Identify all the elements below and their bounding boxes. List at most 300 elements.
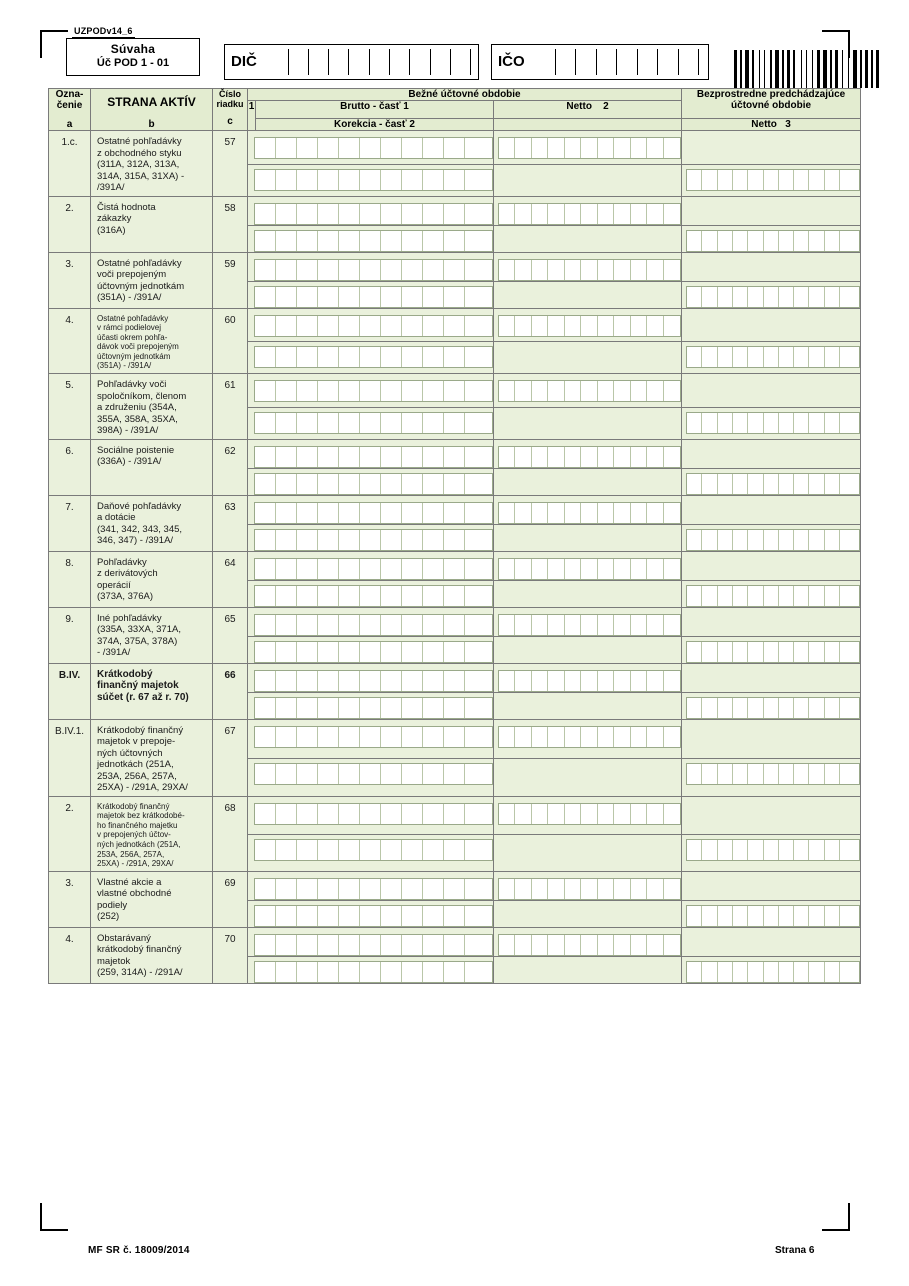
prev-netto-cell-top	[682, 439, 861, 468]
table-row	[49, 196, 861, 225]
amount-input[interactable]	[498, 203, 681, 225]
empty-cell	[494, 468, 682, 495]
korekcia-cell[interactable]	[248, 835, 494, 871]
row-label-line: ho finančného majetku	[97, 820, 178, 830]
row-label-line: - /391A/	[97, 647, 131, 659]
row-label-line: z derivátových	[97, 568, 158, 580]
amount-input[interactable]	[498, 259, 681, 281]
dic-field[interactable]	[224, 44, 479, 80]
row-label-line: spoločníkom, členom	[97, 390, 187, 402]
amount-input[interactable]	[254, 203, 493, 225]
amount-input[interactable]	[686, 839, 860, 861]
korekcia-cell[interactable]	[248, 468, 494, 495]
prev-netto-cell[interactable]	[682, 692, 861, 719]
barcode-bar	[740, 50, 742, 88]
row-label	[91, 308, 213, 374]
header-col-a	[49, 89, 91, 131]
row-label-line: 355A, 358A, 35XA,	[97, 413, 178, 425]
netto-cell[interactable]	[494, 308, 682, 342]
dic-label: DIČ	[231, 53, 257, 70]
row-label-line: Obstarávaný	[97, 932, 151, 944]
row-label-line: vlastné obchodné	[97, 888, 172, 900]
prev-netto-cell[interactable]	[682, 636, 861, 663]
row-label-line: majetok bez krátkodobé-	[97, 811, 185, 821]
header-col-c-l1: Číslo	[218, 89, 241, 99]
header-col-c-l2: riadku	[216, 99, 244, 109]
row-line-number: 59	[213, 252, 248, 308]
prev-netto-cell[interactable]	[682, 468, 861, 495]
brutto-cell[interactable]	[248, 796, 494, 835]
table-row	[49, 131, 861, 165]
brutto-cell[interactable]	[248, 131, 494, 165]
row-label	[91, 551, 213, 607]
table-row	[49, 308, 861, 342]
row-designation: 8.	[49, 551, 91, 607]
amount-input[interactable]	[686, 763, 860, 785]
input-cell-divider	[409, 49, 411, 75]
row-designation: 1.c.	[49, 131, 91, 197]
row-label-line: Krátkodobý	[97, 668, 153, 680]
row-label	[91, 252, 213, 308]
brutto-cell[interactable]	[248, 551, 494, 580]
prev-netto-cell[interactable]	[682, 524, 861, 551]
netto-cell[interactable]	[494, 374, 682, 408]
prev-netto-cell-top	[682, 374, 861, 408]
amount-input[interactable]	[686, 412, 860, 434]
prev-netto-cell[interactable]	[682, 759, 861, 796]
row-label	[91, 495, 213, 551]
prev-netto-cell-top	[682, 308, 861, 342]
netto-cell[interactable]	[494, 131, 682, 165]
header-col-a-l3: a	[66, 119, 73, 130]
row-label-line: Iné pohľadávky	[97, 612, 162, 624]
row-line-number: 66	[213, 663, 248, 719]
table-body	[49, 131, 861, 984]
row-label	[91, 439, 213, 495]
netto-cell[interactable]	[494, 663, 682, 692]
prev-netto-cell[interactable]	[682, 164, 861, 196]
empty-cell	[494, 835, 682, 871]
row-label-line: účtovným jednotkám	[97, 351, 171, 361]
prev-netto-cell[interactable]	[682, 342, 861, 374]
brutto-cell[interactable]	[248, 871, 494, 900]
barcode-bar	[871, 50, 873, 88]
input-cell-divider	[328, 49, 330, 75]
prev-netto-cell-top	[682, 495, 861, 524]
barcode-bar	[745, 50, 749, 88]
row-label-line: Sociálne poistenie	[97, 444, 175, 456]
amount-input[interactable]	[686, 346, 860, 368]
netto-cell[interactable]	[494, 719, 682, 759]
barcode-bar	[812, 50, 813, 88]
row-label-line: Ostatné pohľadávky	[97, 257, 182, 269]
amount-input[interactable]	[254, 446, 493, 468]
header-prev-period-l1: Bezprostredne predchádzajúce	[696, 89, 846, 100]
row-label-line: Krátkodobý finančný	[97, 801, 170, 811]
netto-cell[interactable]	[494, 196, 682, 225]
amount-input[interactable]	[254, 502, 493, 524]
netto-cell[interactable]	[494, 796, 682, 835]
row-label-line: krátkodobý finančný	[97, 944, 182, 956]
prev-netto-cell-top	[682, 607, 861, 636]
header-prev-netto	[682, 119, 861, 131]
amount-input[interactable]	[686, 169, 860, 191]
input-cell-divider	[450, 49, 452, 75]
empty-cell	[494, 225, 682, 252]
korekcia-cell[interactable]	[248, 759, 494, 796]
row-designation: 3.	[49, 871, 91, 927]
amount-input[interactable]	[686, 230, 860, 252]
row-designation: B.IV.	[49, 663, 91, 719]
row-line-number: 57	[213, 131, 248, 197]
header-col-c-l3: c	[227, 116, 233, 127]
input-cell-divider	[308, 49, 310, 75]
empty-cell	[494, 281, 682, 308]
dic-input-cells[interactable]	[269, 49, 472, 75]
barcode-bar	[848, 50, 849, 88]
input-cell-divider	[288, 49, 290, 75]
row-designation: 4.	[49, 308, 91, 374]
amount-input[interactable]	[254, 473, 493, 495]
row-label-line: Pohľadávky	[97, 556, 147, 568]
row-line-number: 58	[213, 196, 248, 252]
row-label-line: súčet (r. 67 až r. 70)	[97, 691, 189, 703]
barcode-bar	[752, 50, 754, 88]
barcode-bar	[876, 50, 879, 88]
amount-input[interactable]	[254, 934, 493, 956]
netto-cell[interactable]	[494, 927, 682, 956]
row-label-line: 346, 347) - /391A/	[97, 535, 174, 547]
amount-input[interactable]	[254, 905, 493, 927]
amount-input[interactable]	[686, 585, 860, 607]
netto-cell[interactable]	[494, 252, 682, 281]
row-label-line: (336A) - /391A/	[97, 456, 162, 468]
header-netto	[494, 101, 682, 119]
korekcia-cell[interactable]	[248, 900, 494, 927]
amount-input[interactable]	[686, 286, 860, 308]
barcode-bar	[734, 50, 737, 88]
amount-input[interactable]	[254, 839, 493, 861]
korekcia-cell[interactable]	[248, 342, 494, 374]
empty-cell	[494, 524, 682, 551]
form-title-line1: Súvaha	[110, 42, 156, 56]
korekcia-cell[interactable]	[248, 164, 494, 196]
empty-cell	[494, 692, 682, 719]
row-label-line: účasti okrem pohľa-	[97, 332, 168, 342]
table-row	[49, 252, 861, 281]
amount-input[interactable]	[254, 529, 493, 551]
korekcia-cell[interactable]	[248, 580, 494, 607]
amount-input[interactable]	[254, 641, 493, 663]
barcode-bar	[865, 50, 868, 88]
brutto-cell[interactable]	[248, 252, 494, 281]
barcode	[734, 50, 867, 88]
header-prev-period	[682, 89, 861, 119]
amount-input[interactable]	[254, 803, 493, 825]
barcode-bar	[817, 50, 820, 88]
input-cell-divider	[616, 49, 618, 75]
header-col-a-l1: Ozna-	[55, 89, 84, 100]
input-cell-divider	[369, 49, 371, 75]
netto-cell[interactable]	[494, 551, 682, 580]
row-designation: 9.	[49, 607, 91, 663]
row-label	[91, 196, 213, 252]
amount-input[interactable]	[686, 473, 860, 495]
row-label-line: 398A) - /391A/	[97, 425, 159, 437]
row-label-line: a združeniu (354A,	[97, 402, 177, 414]
amount-input[interactable]	[498, 614, 681, 636]
amount-input[interactable]	[254, 412, 493, 434]
brutto-cell[interactable]	[248, 927, 494, 956]
form-header	[48, 26, 860, 86]
row-label	[91, 796, 213, 871]
table-row	[49, 871, 861, 900]
row-label-line: Krátkodobý finančný	[97, 724, 184, 736]
amount-input[interactable]	[254, 961, 493, 983]
brutto-cell[interactable]	[248, 719, 494, 759]
korekcia-cell[interactable]	[248, 956, 494, 983]
prev-netto-cell-top	[682, 871, 861, 900]
prev-netto-cell[interactable]	[682, 956, 861, 983]
header-empty	[494, 119, 682, 131]
row-label-line: 25XA) - /291A, 29XA/	[97, 782, 188, 794]
amount-input[interactable]	[254, 763, 493, 785]
amount-input[interactable]	[498, 934, 681, 956]
row-label-line: z obchodného styku	[97, 147, 182, 159]
input-cell-divider	[555, 49, 557, 75]
header-brutto: Brutto - časť 1	[256, 101, 494, 119]
brutto-cell[interactable]	[248, 196, 494, 225]
row-label-line: Ostatné pohľadávky	[97, 313, 169, 323]
row-label-line: Vlastné akcie a	[97, 876, 162, 888]
table-row	[49, 607, 861, 636]
prev-netto-cell[interactable]	[682, 407, 861, 439]
empty-cell	[494, 580, 682, 607]
header-col-1: 1	[248, 101, 256, 131]
header-col-c	[213, 89, 248, 131]
netto-cell[interactable]	[494, 495, 682, 524]
row-line-number: 67	[213, 719, 248, 796]
barcode-bar	[806, 50, 807, 88]
amount-input[interactable]	[498, 670, 681, 692]
amount-input[interactable]	[686, 529, 860, 551]
amount-input[interactable]	[498, 726, 681, 748]
table-row	[49, 439, 861, 468]
amount-input[interactable]	[686, 905, 860, 927]
korekcia-cell[interactable]	[248, 225, 494, 252]
barcode-bar	[793, 50, 795, 88]
brutto-cell[interactable]	[248, 495, 494, 524]
amount-input[interactable]	[498, 137, 681, 159]
amount-input[interactable]	[254, 286, 493, 308]
amount-input[interactable]	[498, 558, 681, 580]
ico-field[interactable]	[491, 44, 709, 80]
balance-sheet-table	[48, 88, 861, 984]
amount-input[interactable]	[498, 315, 681, 337]
barcode-bar	[823, 50, 827, 88]
row-label	[91, 663, 213, 719]
brutto-cell[interactable]	[248, 308, 494, 342]
corner-mark-bottom-right	[822, 1203, 850, 1231]
form-title-line2: Úč POD 1 - 01	[96, 57, 170, 69]
amount-input[interactable]	[254, 614, 493, 636]
korekcia-cell[interactable]	[248, 636, 494, 663]
barcode-bar	[770, 50, 772, 88]
row-designation: 4.	[49, 927, 91, 983]
table-row	[49, 663, 861, 692]
row-label-line: finančný majetok	[97, 680, 179, 692]
amount-input[interactable]	[254, 697, 493, 719]
barcode-bar	[775, 50, 779, 88]
input-cell-divider	[698, 49, 700, 75]
empty-cell	[494, 164, 682, 196]
footer-right: Strana 6	[775, 1245, 815, 1256]
amount-input[interactable]	[254, 137, 493, 159]
korekcia-cell[interactable]	[248, 692, 494, 719]
ico-input-cells[interactable]	[536, 49, 702, 75]
row-line-number: 65	[213, 607, 248, 663]
row-line-number: 62	[213, 439, 248, 495]
prev-netto-cell-top	[682, 927, 861, 956]
amount-input[interactable]	[254, 315, 493, 337]
ico-label: IČO	[498, 53, 525, 70]
amount-input[interactable]	[686, 697, 860, 719]
prev-netto-cell[interactable]	[682, 281, 861, 308]
amount-input[interactable]	[254, 670, 493, 692]
row-label-line: Daňové pohľadávky	[97, 500, 182, 512]
barcode-bar	[801, 50, 802, 88]
row-label-line: dávok voči prepojeným	[97, 342, 179, 352]
table-row	[49, 551, 861, 580]
korekcia-cell[interactable]	[248, 281, 494, 308]
amount-input[interactable]	[254, 726, 493, 748]
amount-input[interactable]	[254, 558, 493, 580]
row-label-line: v prepojených účtov-	[97, 830, 171, 840]
header-prev-period-l2: účtovné obdobie	[731, 100, 812, 111]
empty-cell	[494, 407, 682, 439]
netto-cell[interactable]	[494, 607, 682, 636]
header-korekcia: Korekcia - časť 2	[256, 119, 494, 131]
input-cell-divider	[470, 49, 472, 75]
row-designation: 3.	[49, 252, 91, 308]
input-cell-divider	[575, 49, 577, 75]
table-row	[49, 495, 861, 524]
row-label-line: 314A, 315A, 31XA) -	[97, 170, 185, 182]
table-row	[49, 374, 861, 408]
barcode-bar	[853, 50, 857, 88]
prev-netto-cell[interactable]	[682, 225, 861, 252]
prev-netto-cell[interactable]	[682, 835, 861, 871]
row-label	[91, 374, 213, 440]
row-label-line: majetok	[97, 955, 131, 967]
table-row	[49, 719, 861, 759]
row-label-line: v rámci podielovej	[97, 323, 162, 333]
amount-input[interactable]	[254, 380, 493, 402]
row-label-line: operácií	[97, 579, 131, 591]
brutto-cell[interactable]	[248, 607, 494, 636]
header-col-b	[91, 89, 213, 131]
amount-input[interactable]	[498, 502, 681, 524]
korekcia-cell[interactable]	[248, 524, 494, 551]
barcode-bar	[782, 50, 784, 88]
row-label	[91, 719, 213, 796]
row-line-number: 64	[213, 551, 248, 607]
row-line-number: 70	[213, 927, 248, 983]
row-designation: 5.	[49, 374, 91, 440]
row-label-line: voči prepojeným	[97, 269, 167, 280]
row-label	[91, 131, 213, 197]
header-col-b-l2: b	[148, 119, 155, 130]
prev-netto-cell-top	[682, 663, 861, 692]
row-label-line: Ostatné pohľadávky	[97, 136, 182, 147]
prev-netto-cell-top	[682, 551, 861, 580]
header-prev-netto-label: Netto	[751, 119, 777, 130]
header-col-a-l2: čenie	[56, 100, 83, 111]
row-line-number: 69	[213, 871, 248, 927]
row-label-line: (311A, 312A, 313A,	[97, 159, 180, 170]
prev-netto-cell-top	[682, 196, 861, 225]
input-cell-divider	[596, 49, 598, 75]
netto-cell[interactable]	[494, 871, 682, 900]
row-label-line: (351A) - /391A/	[97, 292, 162, 303]
header-netto-num: 2	[603, 101, 609, 112]
row-label-line: (316A)	[97, 224, 126, 236]
table-row	[49, 796, 861, 835]
amount-input[interactable]	[254, 230, 493, 252]
row-label-line: ných jednotkách (251A,	[97, 839, 181, 849]
amount-input[interactable]	[686, 961, 860, 983]
amount-input[interactable]	[254, 878, 493, 900]
row-label-line: 253A, 256A, 257A,	[97, 770, 177, 782]
prev-netto-cell-top	[682, 131, 861, 165]
empty-cell	[494, 342, 682, 374]
netto-cell[interactable]	[494, 439, 682, 468]
amount-input[interactable]	[254, 346, 493, 368]
form-code: UZPODv14_6	[74, 26, 133, 36]
input-cell-divider	[657, 49, 659, 75]
amount-input[interactable]	[498, 446, 681, 468]
row-label-line: ných účtovných	[97, 747, 163, 759]
header-col-b-l1: STRANA AKTÍV	[107, 95, 196, 109]
barcode-bar	[764, 50, 765, 88]
amount-input[interactable]	[498, 380, 681, 402]
amount-input[interactable]	[254, 169, 493, 191]
row-label-line: Pohľadávky voči	[97, 379, 167, 391]
barcode-bar	[759, 50, 760, 88]
amount-input[interactable]	[686, 641, 860, 663]
amount-input[interactable]	[254, 259, 493, 281]
prev-netto-cell-top	[682, 719, 861, 759]
empty-cell	[494, 636, 682, 663]
header-netto-label: Netto	[566, 101, 592, 112]
amount-input[interactable]	[498, 803, 681, 825]
row-label-line: /391A/	[97, 182, 125, 193]
amount-input[interactable]	[254, 585, 493, 607]
korekcia-cell[interactable]	[248, 407, 494, 439]
amount-input[interactable]	[498, 878, 681, 900]
brutto-cell[interactable]	[248, 663, 494, 692]
row-designation: B.IV.1.	[49, 719, 91, 796]
prev-netto-cell[interactable]	[682, 900, 861, 927]
input-cell-divider	[637, 49, 639, 75]
row-line-number: 68	[213, 796, 248, 871]
row-designation: 6.	[49, 439, 91, 495]
row-line-number: 61	[213, 374, 248, 440]
row-line-number: 63	[213, 495, 248, 551]
brutto-cell[interactable]	[248, 374, 494, 408]
prev-netto-cell[interactable]	[682, 580, 861, 607]
brutto-cell[interactable]	[248, 439, 494, 468]
